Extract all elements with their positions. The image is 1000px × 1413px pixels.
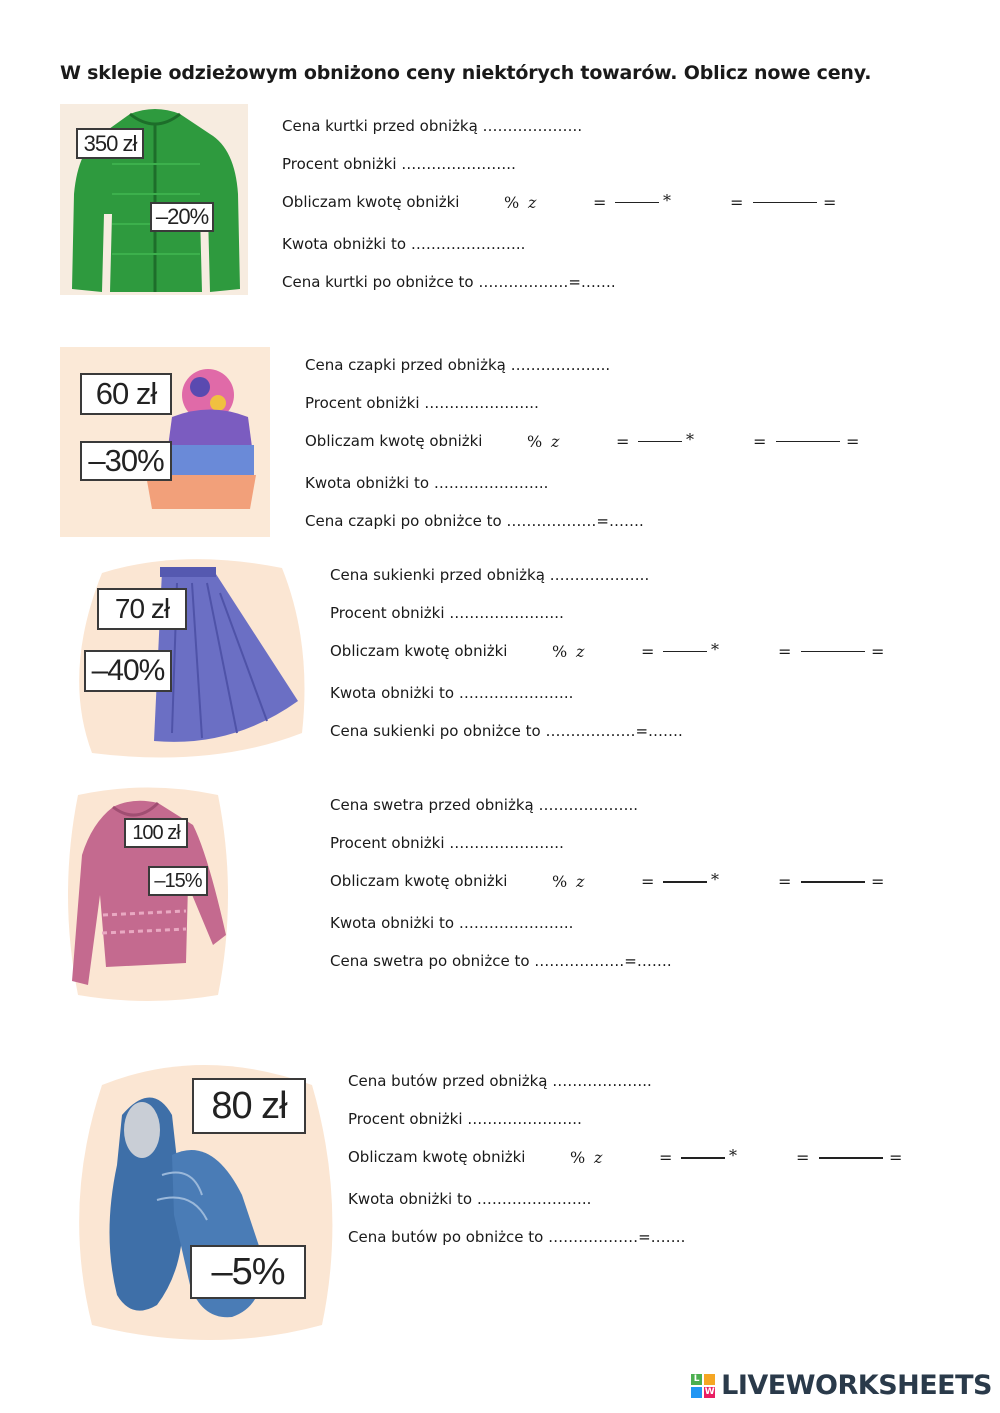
formula-percent: % (527, 432, 543, 451)
jacket-discount-tag: –20% (150, 202, 214, 232)
formula-percent: % (552, 642, 568, 661)
formula-times: * (663, 191, 671, 210)
price-after-line: Cena swetra po obniżce to ………………=……. (330, 952, 672, 970)
discount-percent-line: Procent obniżki ………………….. (282, 155, 516, 173)
hat-picture (60, 347, 270, 537)
formula-percent: % (570, 1148, 586, 1167)
discount-percent-line: Procent obniżki ………………….. (330, 834, 564, 852)
price-after-line: Cena butów po obniżce to ………………=……. (348, 1228, 686, 1246)
formula-label: Obliczam kwotę obniżki (282, 193, 460, 211)
formula-of: z (576, 642, 585, 661)
discount-percent-line: Procent obniżki ………………….. (348, 1110, 582, 1128)
fraction-bar-2 (819, 1157, 883, 1159)
hat-discount-tag: –30% (80, 441, 172, 481)
fraction-bar-1 (663, 651, 707, 652)
sweater-discount-tag: –15% (148, 866, 208, 896)
price-before-line: Cena kurtki przed obniżką ……………….. (282, 117, 583, 135)
discount-amount-line: Kwota obniżki to ………………….. (330, 914, 574, 932)
price-after-line: Cena czapki po obniżce to ………………=……. (305, 512, 644, 530)
formula-times: * (686, 430, 694, 449)
liveworksheets-logo[interactable] (691, 1370, 992, 1401)
fraction-bar-1 (638, 441, 682, 442)
liveworksheets-logo-icon (691, 1374, 715, 1398)
formula-eq-2: = (753, 432, 767, 451)
formula-of: z (551, 432, 560, 451)
discount-amount-line: Kwota obniżki to ………………….. (305, 474, 549, 492)
fraction-bar-2 (753, 202, 817, 203)
fraction-bar-2 (801, 881, 865, 883)
formula-label: Obliczam kwotę obniżki (330, 642, 508, 660)
formula-eq-1: = (641, 872, 655, 891)
skirt-picture (62, 553, 312, 765)
formula-label: Obliczam kwotę obniżki (348, 1148, 526, 1166)
discount-amount-line: Kwota obniżki to ………………….. (330, 684, 574, 702)
fraction-bar-1 (615, 202, 659, 203)
sweater-picture (58, 785, 238, 1003)
liveworksheets-brand: LIVEWORKSHEETS (721, 1370, 992, 1401)
price-after-line: Cena sukienki po obniżce to ………………=……. (330, 722, 683, 740)
formula-eq-2: = (778, 872, 792, 891)
price-before-line: Cena czapki przed obniżką ……………….. (305, 356, 611, 374)
formula-percent: % (552, 872, 568, 891)
formula-eq-3: = (871, 642, 885, 661)
jacket-picture (60, 104, 248, 295)
formula-of: z (576, 872, 585, 891)
sweater-price-tag: 100 zł (124, 818, 188, 848)
formula-eq-1: = (641, 642, 655, 661)
formula-eq-2: = (796, 1148, 810, 1167)
skirt-price-tag: 70 zł (97, 588, 187, 630)
discount-amount-line: Kwota obniżki to ………………….. (282, 235, 526, 253)
formula-eq-2: = (730, 193, 744, 212)
formula-eq-1: = (593, 193, 607, 212)
formula-times: * (711, 870, 719, 889)
logo-letter-l: L (691, 1374, 702, 1385)
formula-times: * (729, 1146, 737, 1165)
formula-of: z (528, 193, 537, 212)
formula-of: z (594, 1148, 603, 1167)
logo-letter-w: W (704, 1386, 715, 1397)
shoes-price-tag: 80 zł (192, 1078, 306, 1134)
fraction-bar-1 (681, 1157, 725, 1159)
shoes-picture (62, 1055, 342, 1345)
formula-eq-3: = (846, 432, 860, 451)
price-before-line: Cena butów przed obniżką ……………….. (348, 1072, 652, 1090)
fraction-bar-1 (663, 881, 707, 883)
formula-eq-3: = (889, 1148, 903, 1167)
formula-times: * (711, 640, 719, 659)
discount-percent-line: Procent obniżki ………………….. (330, 604, 564, 622)
fraction-bar-2 (801, 651, 865, 652)
formula-eq-2: = (778, 642, 792, 661)
price-before-line: Cena sukienki przed obniżką ……………….. (330, 566, 650, 584)
fraction-bar-2 (776, 441, 840, 442)
price-before-line: Cena swetra przed obniżką ……………….. (330, 796, 638, 814)
page-title: W sklepie odzieżowym obniżono ceny niektórych towarów. Oblicz nowe ceny. (60, 62, 872, 84)
hat-price-tag: 60 zł (80, 373, 172, 415)
skirt-discount-tag: –40% (84, 650, 172, 692)
formula-eq-1: = (659, 1148, 673, 1167)
discount-percent-line: Procent obniżki ………………….. (305, 394, 539, 412)
price-after-line: Cena kurtki po obniżce to ………………=……. (282, 273, 616, 291)
formula-percent: % (504, 193, 520, 212)
formula-label: Obliczam kwotę obniżki (305, 432, 483, 450)
discount-amount-line: Kwota obniżki to ………………….. (348, 1190, 592, 1208)
formula-eq-3: = (871, 872, 885, 891)
formula-eq-1: = (616, 432, 630, 451)
formula-eq-3: = (823, 193, 837, 212)
formula-label: Obliczam kwotę obniżki (330, 872, 508, 890)
shoes-discount-tag: –5% (190, 1245, 306, 1299)
jacket-price-tag: 350 zł (76, 128, 144, 159)
